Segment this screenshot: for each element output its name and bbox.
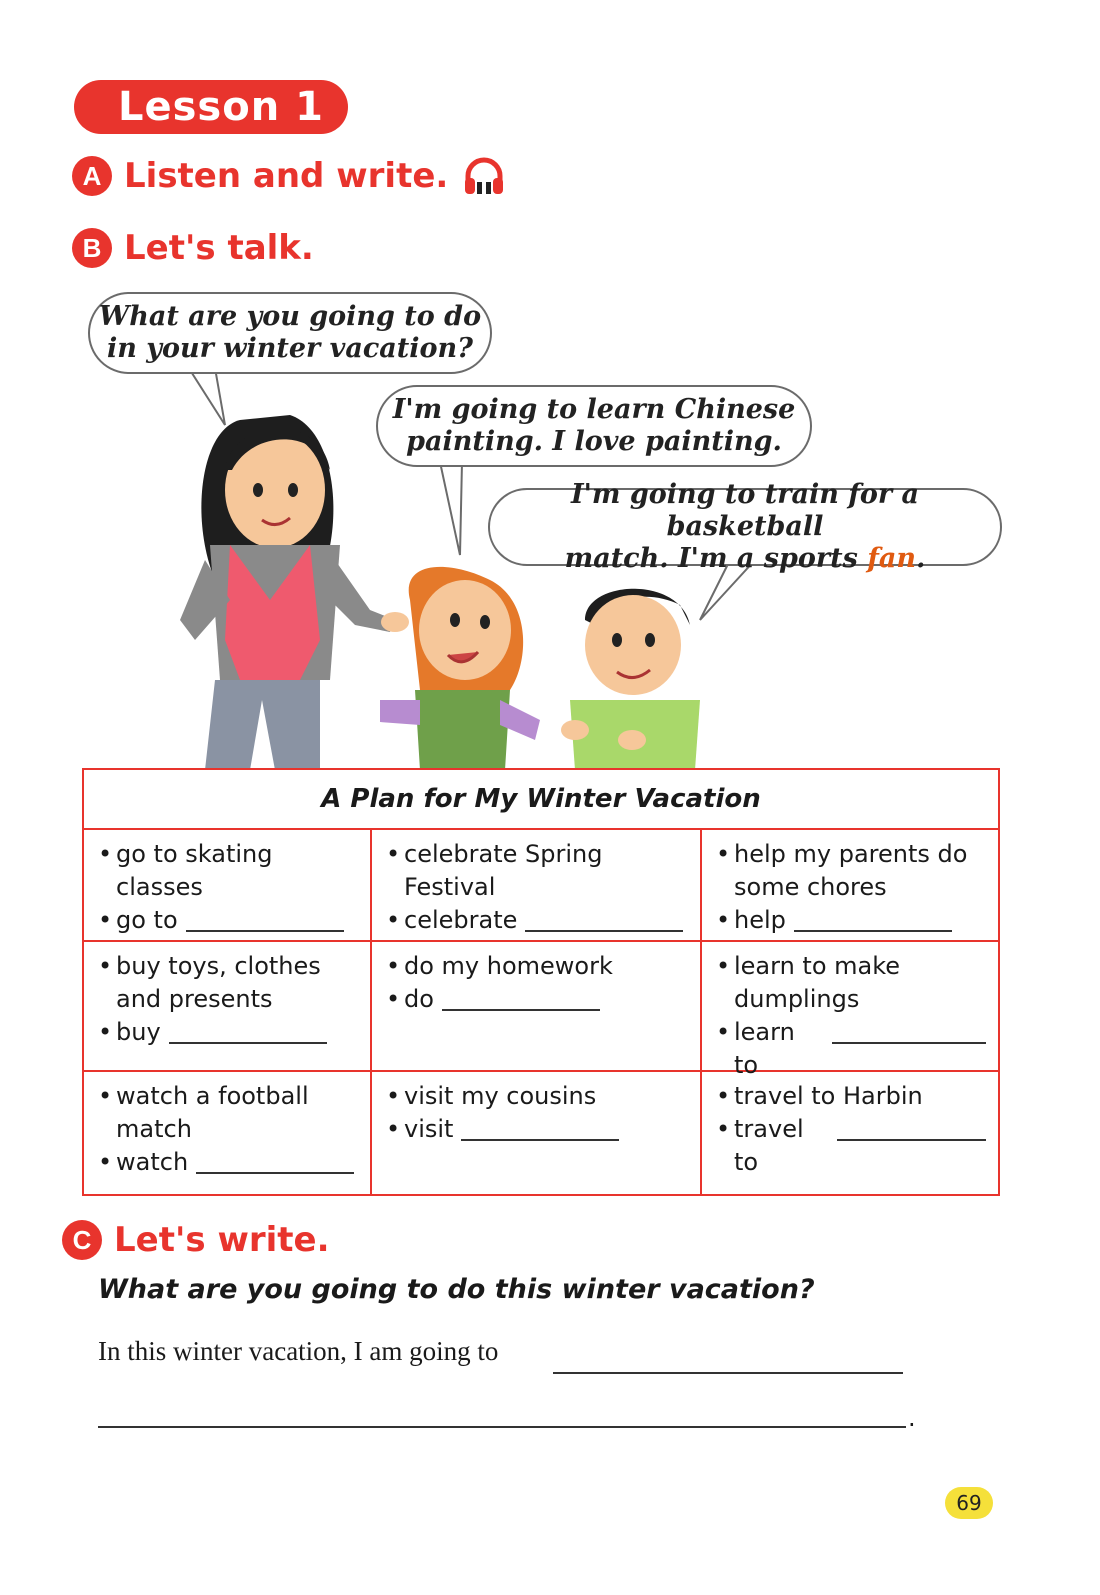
plan-item-line: do my homework: [404, 952, 613, 980]
girl-speech-bubble: [376, 385, 812, 467]
bullet: •: [716, 1018, 731, 1046]
fill-in-blank[interactable]: [525, 904, 683, 932]
fill-in-blank[interactable]: [186, 904, 344, 932]
plan-table-title: A Plan for My Winter Vacation: [84, 770, 998, 830]
plan-item-prompt: [98, 1146, 358, 1179]
plan-item-example: [98, 1080, 358, 1146]
bullet: •: [716, 840, 731, 868]
bullet: •: [716, 906, 731, 934]
section-a-title: Listen and write.: [124, 156, 449, 196]
bullet: •: [386, 985, 401, 1013]
writing-question: What are you going to do this winter vacation?: [98, 1274, 815, 1305]
plan-item-text: [116, 1080, 309, 1146]
bullet: •: [98, 952, 113, 980]
plan-item-line: learn to make: [734, 952, 901, 980]
plan-item-line: match: [116, 1115, 192, 1143]
plan-item-text: [734, 950, 900, 1016]
bullet: •: [98, 1082, 113, 1110]
fill-in-blank[interactable]: [196, 1146, 354, 1174]
bullet: •: [98, 1148, 113, 1176]
plan-item-prompt: [386, 1113, 688, 1146]
fill-in-blank[interactable]: [837, 1113, 986, 1141]
plan-item-prompt: [716, 1113, 986, 1179]
plan-prompt-text: visit: [404, 1115, 454, 1143]
plan-item-line: classes: [116, 873, 203, 901]
bullet: •: [386, 1115, 401, 1143]
boy-bubble-line-1: I'm going to train for a basketball: [570, 479, 920, 542]
writing-answer-line-1[interactable]: [553, 1372, 903, 1374]
plan-item-text: [404, 838, 602, 904]
boy-figure: [561, 589, 700, 770]
girl-bubble-line-2: painting. I love painting.: [406, 426, 782, 457]
plan-item-text: [734, 1080, 923, 1113]
fill-in-blank[interactable]: [794, 904, 952, 932]
fill-in-blank[interactable]: [832, 1016, 986, 1044]
plan-prompt-text: go to: [116, 906, 178, 934]
plan-item-line: celebrate Spring: [404, 840, 603, 868]
plan-item-line: visit my cousins: [404, 1082, 597, 1110]
bullet: •: [716, 952, 731, 980]
plan-prompt-text: celebrate: [404, 906, 518, 934]
plan-prompt-text: learn to: [734, 1018, 795, 1079]
bullet: •: [386, 1082, 401, 1110]
bullet: •: [386, 840, 401, 868]
plan-cell: [372, 942, 702, 1072]
lesson-title: Lesson 1: [74, 80, 348, 134]
section-c-title: Let's write.: [114, 1220, 330, 1260]
fill-in-blank[interactable]: [442, 983, 600, 1011]
teacher-speech-bubble: [88, 292, 492, 374]
plan-prompt-text: buy: [116, 1018, 161, 1046]
plan-item-example: [386, 950, 688, 983]
plan-item-text: [404, 950, 613, 983]
plan-item-line: travel to Harbin: [734, 1082, 923, 1110]
section-c-badge: C: [62, 1220, 102, 1260]
teacher-bubble-line-1: What are you going to do: [98, 301, 482, 332]
vacation-plan-table: [82, 768, 1000, 1196]
bullet: •: [98, 1018, 113, 1046]
plan-item-example: [716, 1080, 986, 1113]
bullet: •: [98, 906, 113, 934]
plan-prompt-text: do: [404, 985, 434, 1013]
plan-item-example: [98, 838, 358, 904]
section-c-heading: [62, 1220, 330, 1260]
plan-item-example: [386, 1080, 688, 1113]
writing-answer-line-2[interactable]: [98, 1426, 906, 1428]
plan-prompt-text: travel to: [734, 1115, 804, 1176]
plan-item-text: [404, 1080, 596, 1113]
fill-in-blank[interactable]: [461, 1113, 619, 1141]
bullet: •: [98, 840, 113, 868]
boy-bubble-line-2-text: match. I'm a sports: [564, 543, 868, 574]
plan-prompt-text: watch: [116, 1148, 189, 1176]
plan-cell: [702, 830, 998, 942]
plan-item-line: and presents: [116, 985, 273, 1013]
plan-item-line: buy toys, clothes: [116, 952, 321, 980]
plan-cell: [702, 942, 998, 1079]
section-b-badge: B: [72, 228, 112, 268]
plan-cell: [84, 1072, 372, 1196]
plan-item-text: [116, 950, 321, 1016]
plan-item-line: dumplings: [734, 985, 860, 1013]
plan-item-line: some chores: [734, 873, 887, 901]
bullet: •: [716, 1115, 731, 1143]
plan-prompt-text: help: [734, 906, 786, 934]
teacher-figure: [180, 415, 409, 770]
plan-item-example: [716, 950, 986, 1016]
plan-item-line: Festival: [404, 873, 496, 901]
bullet: •: [716, 1082, 731, 1110]
bullet: •: [386, 906, 401, 934]
plan-cell: [84, 830, 372, 942]
plan-item-prompt: [716, 904, 986, 937]
plan-item-example: [716, 838, 986, 904]
plan-grid: [84, 830, 998, 1196]
plan-item-prompt: [98, 1016, 358, 1049]
plan-item-example: [386, 838, 688, 904]
plan-item-prompt: [98, 904, 358, 937]
plan-item-line: go to skating: [116, 840, 273, 868]
plan-cell: [702, 1072, 998, 1196]
girl-figure: [380, 567, 540, 770]
plan-cell: [372, 1072, 702, 1196]
plan-item-line: help my parents do: [734, 840, 968, 868]
page-number: 69: [945, 1487, 993, 1519]
boy-bubble-line-2: [490, 543, 1000, 575]
writing-sentence-starter: In this winter vacation, I am going to: [98, 1336, 499, 1366]
plan-cell: [372, 830, 702, 942]
plan-item-text: [116, 838, 272, 904]
teacher-bubble-line-2: in your winter vacation?: [107, 333, 473, 364]
plan-item-text: [734, 838, 967, 904]
girl-bubble-line-1: I'm going to learn Chinese: [392, 394, 796, 425]
boy-bubble-line-2-end: .: [915, 543, 926, 574]
section-b-title: Let's talk.: [124, 228, 314, 268]
plan-item-example: [98, 950, 358, 1016]
bullet: •: [386, 952, 401, 980]
plan-item-prompt: [386, 983, 688, 1016]
writing-end-punctuation: .: [908, 1404, 916, 1432]
plan-cell: [84, 942, 372, 1072]
highlighted-word: fan: [867, 543, 916, 574]
plan-item-prompt: [386, 904, 688, 937]
section-a-badge: A: [72, 156, 112, 196]
fill-in-blank[interactable]: [169, 1016, 327, 1044]
boy-speech-bubble: [488, 479, 1002, 574]
plan-item-line: watch a football: [116, 1082, 309, 1110]
